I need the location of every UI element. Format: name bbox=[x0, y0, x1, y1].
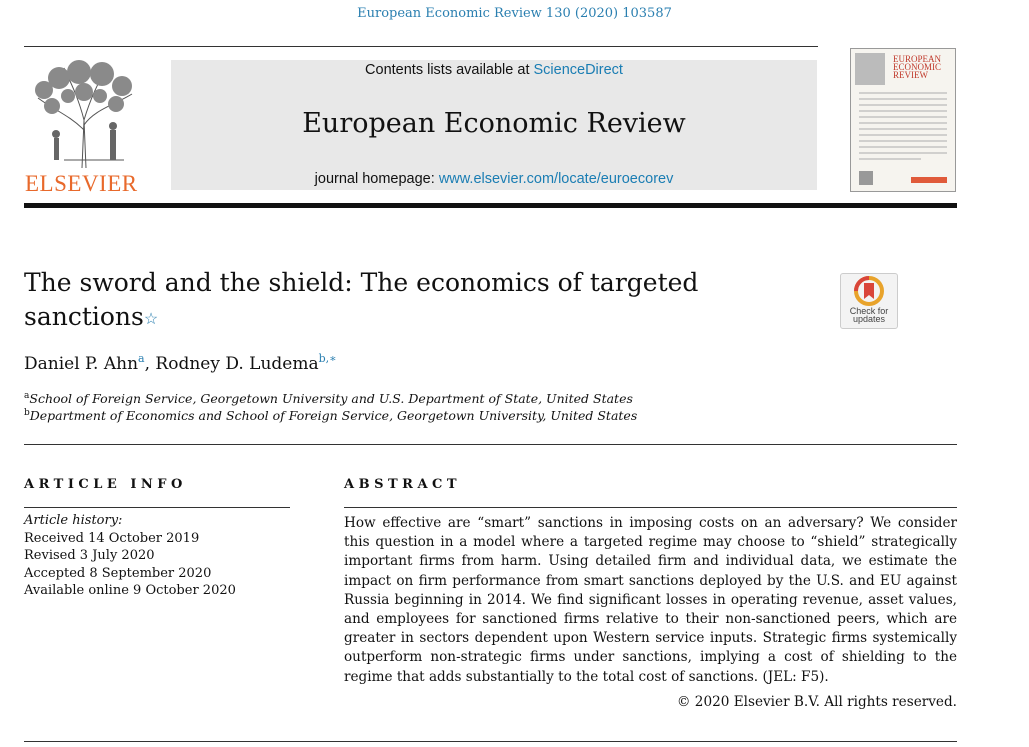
section-rule bbox=[24, 444, 957, 445]
contents-prefix: Contents lists available at bbox=[365, 62, 534, 78]
article-info-rule bbox=[24, 507, 290, 508]
cover-title: EUROPEAN ECONOMIC REVIEW bbox=[893, 54, 942, 80]
title-line-2: sanctions☆ bbox=[24, 302, 159, 331]
homepage-link[interactable]: www.elsevier.com/locate/euroecorev bbox=[438, 171, 674, 187]
copyright-notice: © 2020 Elsevier B.V. All rights reserved. bbox=[676, 694, 957, 710]
abstract-rule bbox=[344, 507, 957, 508]
check-updates-label: Check for updates bbox=[849, 306, 889, 324]
homepage-line bbox=[171, 171, 817, 187]
abstract-heading: ABSTRACT bbox=[344, 477, 462, 492]
check-for-updates-button[interactable] bbox=[840, 273, 898, 329]
article-history bbox=[24, 512, 236, 600]
author-ahn: Daniel P. Ahn bbox=[24, 354, 139, 374]
sciencedirect-link[interactable]: ScienceDirect bbox=[533, 62, 623, 78]
author-ludema: Rodney D. Ludema bbox=[155, 354, 319, 374]
history-revised: Revised 3 July 2020 bbox=[24, 548, 155, 563]
author-ludema-affil-link[interactable]: b,∗ bbox=[318, 352, 337, 365]
history-accepted: Accepted 8 September 2020 bbox=[24, 565, 212, 581]
journal-cover-thumbnail[interactable] bbox=[850, 48, 956, 192]
journal-citation[interactable]: European Economic Review 130 (2020) 103587 bbox=[357, 6, 672, 21]
contents-line bbox=[171, 62, 817, 78]
title-line-1: The sword and the shield: The economics of targeted bbox=[24, 268, 699, 297]
article-info-heading: ARTICLE INFO bbox=[24, 477, 187, 492]
homepage-prefix: journal homepage: bbox=[314, 171, 439, 187]
header-thick-rule bbox=[24, 203, 957, 208]
journal-title: European Economic Review bbox=[302, 108, 686, 139]
history-label: Article history: bbox=[24, 513, 123, 528]
abstract-text: How effective are “smart” sanctions in imposing costs on an adversary? We consider this question in a model where a targeted regime may choose to “shield” strategically important firms from harm. Using detailed firm and individual data, we estimate the impact on firm performance from smart sanctions deployed by the U.S. and EU against Russia beginning in 2014. We find significant losses in operating revenue, asset values, and employees for sanctioned firms relative to their non-sanctioned peers, which are greater in sectors dependent upon Western service inputs. Strategic firms systemically outperform non-strategic firms under sanctions, implying a cost of shielding to the regime that adds substantially to the total cost of sanctions. (JEL: F5). bbox=[344, 515, 957, 685]
history-received: Received 14 October 2019 bbox=[24, 530, 200, 546]
affiliation-a: $^a$School of Foreign Service, Georgetown University and U.S. Department of State, United States bbox=[24, 391, 633, 406]
header-top-rule bbox=[24, 46, 818, 47]
bottom-rule bbox=[24, 741, 957, 742]
affiliation-b: $^b$Department of Economics and School of Foreign Service, Georgetown University, United States bbox=[24, 408, 638, 423]
check-updates-icon bbox=[841, 274, 897, 308]
title-footnote-star[interactable]: ☆ bbox=[143, 309, 159, 328]
author-ahn-affil-link[interactable]: a bbox=[138, 352, 145, 365]
author-list: Daniel P. Ahn$^a$, Rodney D. Ludema$^{b,∗}$ bbox=[24, 352, 337, 374]
article-title bbox=[24, 266, 744, 334]
elsevier-wordmark: ELSEVIER bbox=[25, 171, 138, 196]
history-online: Available online 9 October 2020 bbox=[24, 583, 236, 598]
